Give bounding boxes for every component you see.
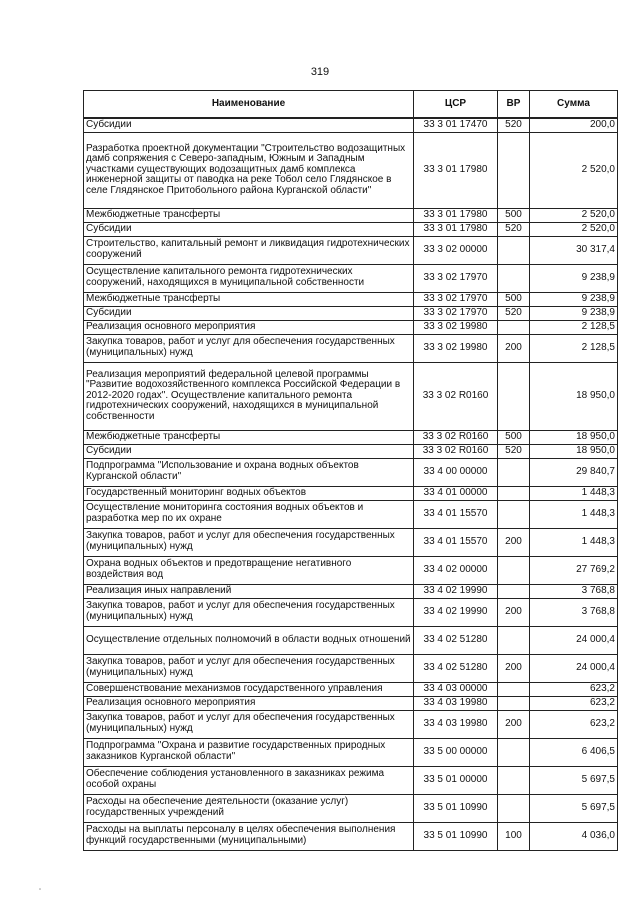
row-sum-cell: 623,2 xyxy=(530,682,618,696)
row-sum-cell: 2 520,0 xyxy=(530,132,618,208)
row-sum-cell: 27 769,2 xyxy=(530,556,618,584)
row-vr-cell xyxy=(498,236,530,264)
row-csr-cell: 33 3 01 17470 xyxy=(414,118,498,132)
row-sum-cell: 24 000,4 xyxy=(530,654,618,682)
table-row xyxy=(84,320,618,334)
table-row xyxy=(84,626,618,654)
table-row xyxy=(84,822,618,850)
table-row xyxy=(84,264,618,292)
header-csr: ЦСР xyxy=(414,91,498,119)
row-vr-cell xyxy=(498,682,530,696)
row-sum-cell: 9 238,9 xyxy=(530,264,618,292)
table-row xyxy=(84,682,618,696)
table-row xyxy=(84,118,618,132)
row-vr-cell xyxy=(498,626,530,654)
row-csr-cell: 33 4 01 15570 xyxy=(414,500,498,528)
table-row xyxy=(84,598,618,626)
row-vr-cell: 200 xyxy=(498,654,530,682)
row-sum-cell: 18 950,0 xyxy=(530,444,618,458)
row-csr-cell: 33 5 01 00000 xyxy=(414,766,498,794)
row-vr-cell xyxy=(498,264,530,292)
row-csr-cell: 33 4 02 51280 xyxy=(414,654,498,682)
row-vr-cell: 200 xyxy=(498,528,530,556)
row-vr-cell: 500 xyxy=(498,430,530,444)
row-name-cell: Реализация основного мероприятия xyxy=(84,320,414,334)
row-csr-cell: 33 3 02 17970 xyxy=(414,306,498,320)
row-sum-cell: 2 128,5 xyxy=(530,334,618,362)
row-sum-cell: 30 317,4 xyxy=(530,236,618,264)
table-row xyxy=(84,556,618,584)
row-vr-cell xyxy=(498,486,530,500)
table-row xyxy=(84,500,618,528)
row-sum-cell: 2 128,5 xyxy=(530,320,618,334)
header-row xyxy=(84,91,618,119)
row-sum-cell: 1 448,3 xyxy=(530,528,618,556)
table-row xyxy=(84,486,618,500)
row-vr-cell xyxy=(498,132,530,208)
dot-mark xyxy=(38,887,42,891)
row-csr-cell: 33 4 00 00000 xyxy=(414,458,498,486)
table-header xyxy=(84,91,618,119)
table-row xyxy=(84,362,618,430)
table-row xyxy=(84,458,618,486)
row-sum-cell: 2 520,0 xyxy=(530,222,618,236)
row-csr-cell: 33 3 01 17980 xyxy=(414,222,498,236)
row-name-cell: Разработка проектной документации "Строительство водозащитных дамб сопряжения с Северо-западным, Южным и Западным участками существующих водозащитных дамб комплекса инженерной защиты от паводка на реке Тобол село Глядянское в селе Глядянское Притобольного района Курганской области" xyxy=(84,132,414,208)
row-vr-cell: 500 xyxy=(498,292,530,306)
row-name-cell: Совершенствование механизмов государственного управления xyxy=(84,682,414,696)
row-sum-cell: 9 238,9 xyxy=(530,306,618,320)
row-csr-cell: 33 4 03 00000 xyxy=(414,682,498,696)
row-vr-cell xyxy=(498,362,530,430)
table-row xyxy=(84,236,618,264)
row-vr-cell xyxy=(498,696,530,710)
table-row xyxy=(84,132,618,208)
row-vr-cell xyxy=(498,500,530,528)
row-csr-cell: 33 3 01 17980 xyxy=(414,132,498,208)
row-name-cell: Государственный мониторинг водных объектов xyxy=(84,486,414,500)
row-vr-cell: 200 xyxy=(498,598,530,626)
row-sum-cell: 3 768,8 xyxy=(530,598,618,626)
row-csr-cell: 33 5 00 00000 xyxy=(414,738,498,766)
row-sum-cell: 5 697,5 xyxy=(530,794,618,822)
row-name-cell: Строительство, капитальный ремонт и ликвидация гидротехнических сооружений xyxy=(84,236,414,264)
row-sum-cell: 1 448,3 xyxy=(530,500,618,528)
table-row xyxy=(84,766,618,794)
table-row xyxy=(84,584,618,598)
header-name: Наименование xyxy=(84,91,414,119)
row-sum-cell: 18 950,0 xyxy=(530,430,618,444)
row-vr-cell xyxy=(498,458,530,486)
row-csr-cell: 33 3 01 17980 xyxy=(414,208,498,222)
row-vr-cell xyxy=(498,738,530,766)
table-row xyxy=(84,292,618,306)
row-sum-cell: 3 768,8 xyxy=(530,584,618,598)
row-csr-cell: 33 4 03 19980 xyxy=(414,710,498,738)
row-name-cell: Охрана водных объектов и предотвращение негативного воздействия вод xyxy=(84,556,414,584)
row-sum-cell: 9 238,9 xyxy=(530,292,618,306)
row-name-cell: Закупка товаров, работ и услуг для обеспечения государственных (муниципальных) нужд xyxy=(84,598,414,626)
row-csr-cell: 33 3 02 R0160 xyxy=(414,444,498,458)
row-name-cell: Закупка товаров, работ и услуг для обеспечения государственных (муниципальных) нужд xyxy=(84,334,414,362)
header-sum: Сумма xyxy=(530,91,618,119)
row-csr-cell: 33 3 02 19980 xyxy=(414,320,498,334)
row-name-cell: Подпрограмма "Использование и охрана водных объектов Курганской области" xyxy=(84,458,414,486)
row-csr-cell: 33 5 01 10990 xyxy=(414,822,498,850)
row-vr-cell xyxy=(498,556,530,584)
row-name-cell: Межбюджетные трансферты xyxy=(84,208,414,222)
table-row xyxy=(84,208,618,222)
header-vr: ВР xyxy=(498,91,530,119)
row-name-cell: Закупка товаров, работ и услуг для обеспечения государственных (муниципальных) нужд xyxy=(84,710,414,738)
table-row xyxy=(84,430,618,444)
row-sum-cell: 2 520,0 xyxy=(530,208,618,222)
row-vr-cell xyxy=(498,320,530,334)
table-row xyxy=(84,794,618,822)
row-sum-cell: 623,2 xyxy=(530,710,618,738)
row-vr-cell: 520 xyxy=(498,444,530,458)
row-csr-cell: 33 4 02 19990 xyxy=(414,584,498,598)
row-name-cell: Межбюджетные трансферты xyxy=(84,292,414,306)
row-name-cell: Осуществление мониторинга состояния водных объектов и разработка мер по их охране xyxy=(84,500,414,528)
row-csr-cell: 33 4 02 19990 xyxy=(414,598,498,626)
row-sum-cell: 6 406,5 xyxy=(530,738,618,766)
table-row xyxy=(84,222,618,236)
row-name-cell: Реализация мероприятий федеральной целевой программы "Развитие водохозяйственного комплекса Российской Федерации в 2012-2020 годах". Осуществление капитального ремонта гидротехнических сооружений, находящихся в муниципальной собственности xyxy=(84,362,414,430)
row-csr-cell: 33 3 02 19980 xyxy=(414,334,498,362)
row-csr-cell: 33 3 02 00000 xyxy=(414,236,498,264)
row-vr-cell: 200 xyxy=(498,710,530,738)
page-number: 319 xyxy=(310,66,330,78)
row-csr-cell: 33 4 01 15570 xyxy=(414,528,498,556)
table-row xyxy=(84,306,618,320)
row-csr-cell: 33 3 02 R0160 xyxy=(414,362,498,430)
row-vr-cell: 520 xyxy=(498,306,530,320)
row-name-cell: Реализация иных направлений xyxy=(84,584,414,598)
row-vr-cell xyxy=(498,584,530,598)
row-name-cell: Субсидии xyxy=(84,222,414,236)
row-csr-cell: 33 4 03 19980 xyxy=(414,696,498,710)
row-sum-cell: 200,0 xyxy=(530,118,618,132)
row-name-cell: Субсидии xyxy=(84,118,414,132)
row-name-cell: Закупка товаров, работ и услуг для обеспечения государственных (муниципальных) нужд xyxy=(84,528,414,556)
row-vr-cell: 500 xyxy=(498,208,530,222)
row-vr-cell xyxy=(498,766,530,794)
row-vr-cell: 520 xyxy=(498,118,530,132)
row-name-cell: Осуществление капитального ремонта гидротехнических сооружений, находящихся в муниципальной собственности xyxy=(84,264,414,292)
row-csr-cell: 33 4 02 00000 xyxy=(414,556,498,584)
margin-mark xyxy=(38,878,42,882)
row-sum-cell: 18 950,0 xyxy=(530,362,618,430)
row-sum-cell: 623,2 xyxy=(530,696,618,710)
row-name-cell: Расходы на обеспечение деятельности (оказание услуг) государственных учреждений xyxy=(84,794,414,822)
row-name-cell: Субсидии xyxy=(84,444,414,458)
row-csr-cell: 33 3 02 R0160 xyxy=(414,430,498,444)
table-row xyxy=(84,696,618,710)
row-csr-cell: 33 4 02 51280 xyxy=(414,626,498,654)
row-csr-cell: 33 5 01 10990 xyxy=(414,794,498,822)
row-name-cell: Осуществление отдельных полномочий в области водных отношений xyxy=(84,626,414,654)
row-name-cell: Субсидии xyxy=(84,306,414,320)
table-row xyxy=(84,444,618,458)
row-csr-cell: 33 3 02 17970 xyxy=(414,264,498,292)
row-sum-cell: 24 000,4 xyxy=(530,626,618,654)
table-row xyxy=(84,738,618,766)
row-name-cell: Расходы на выплаты персоналу в целях обеспечения выполнения функций государственными (муниципальными) xyxy=(84,822,414,850)
table-row xyxy=(84,710,618,738)
row-vr-cell: 200 xyxy=(498,334,530,362)
budget-table xyxy=(83,90,618,851)
table-row xyxy=(84,528,618,556)
row-csr-cell: 33 4 01 00000 xyxy=(414,486,498,500)
row-vr-cell: 100 xyxy=(498,822,530,850)
row-name-cell: Подпрограмма "Охрана и развитие государственных природных заказников Курганской области" xyxy=(84,738,414,766)
row-name-cell: Обеспечение соблюдения установленного в заказниках режима особой охраны xyxy=(84,766,414,794)
row-name-cell: Межбюджетные трансферты xyxy=(84,430,414,444)
table-row xyxy=(84,654,618,682)
row-vr-cell xyxy=(498,794,530,822)
row-name-cell: Реализация основного мероприятия xyxy=(84,696,414,710)
row-name-cell: Закупка товаров, работ и услуг для обеспечения государственных (муниципальных) нужд xyxy=(84,654,414,682)
row-sum-cell: 29 840,7 xyxy=(530,458,618,486)
row-sum-cell: 5 697,5 xyxy=(530,766,618,794)
table-body xyxy=(84,118,618,850)
row-sum-cell: 4 036,0 xyxy=(530,822,618,850)
row-sum-cell: 1 448,3 xyxy=(530,486,618,500)
table-row xyxy=(84,334,618,362)
row-csr-cell: 33 3 02 17970 xyxy=(414,292,498,306)
row-vr-cell: 520 xyxy=(498,222,530,236)
